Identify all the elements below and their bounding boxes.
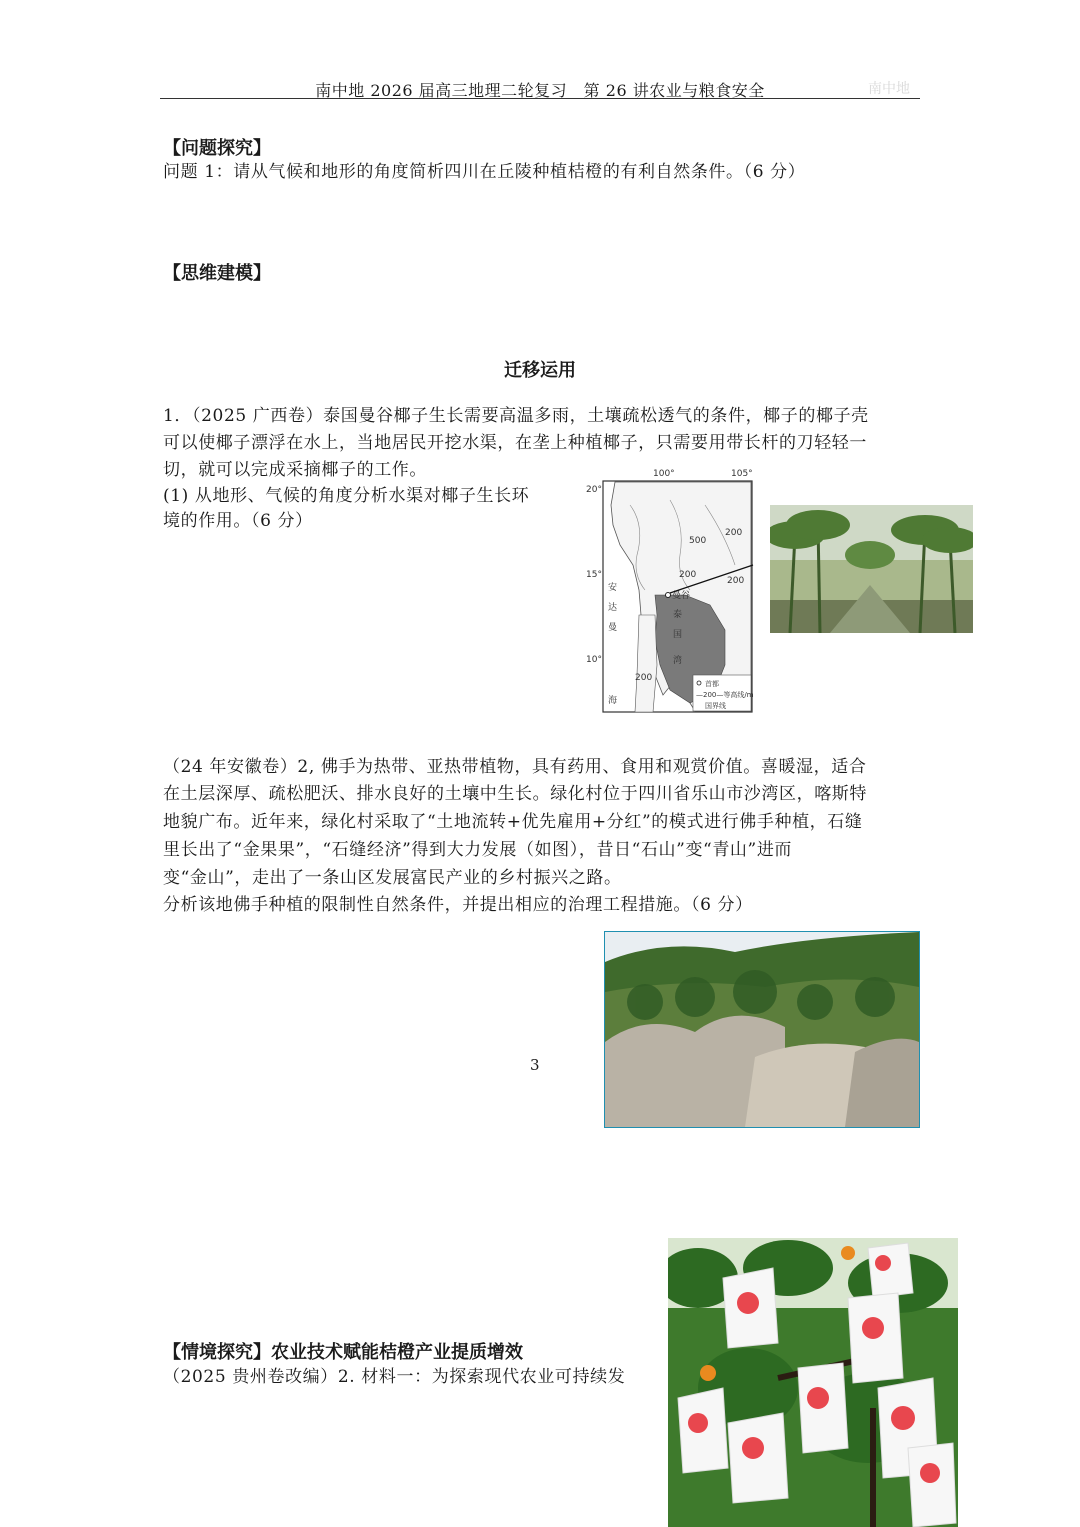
map-gulf-label-3: 湾	[673, 656, 683, 666]
header-stamp: 南中地	[868, 81, 910, 97]
header-divider	[160, 98, 920, 99]
map-bangkok-label: 曼谷	[672, 591, 691, 601]
map-bangkok-marker	[666, 593, 671, 598]
map-contour-label-500: 500	[689, 536, 707, 546]
q1-sub1-line-1: (1) 从地形、气候的角度分析水渠对椰子生长环	[163, 486, 530, 506]
inquiry-question-1: 问题 1：请从气候和地形的角度简析四川在丘陵种植桔橙的有利自然条件。（6 分）	[163, 162, 806, 182]
map-contour-label-200a: 200	[679, 570, 697, 580]
map-legend-capital-icon	[697, 681, 701, 685]
thailand-map	[575, 465, 755, 715]
q2-line-2: 在土层深厚、疏松肥沃、排水良好的土壤中生长。绿化村位于四川省乐山市沙湾区，喀斯特	[163, 784, 867, 804]
map-lat-10: 10°	[586, 655, 602, 665]
coconut-photo	[770, 505, 973, 633]
page-number: 3	[530, 1056, 540, 1074]
map-legend-contour: —200—等高线/m	[696, 691, 754, 699]
q2-line-3: 地貌广布。近年来，绿化村采取了“土地流转+优先雇用+分红”的模式进行佛手种植，石缝	[163, 812, 863, 832]
map-lat-15: 15°	[586, 570, 602, 580]
orange-bag-photo	[668, 1238, 958, 1527]
transfer-title: 迁移运用	[504, 360, 576, 381]
map-contour-label-200b: 200	[725, 528, 743, 538]
map-sea-label-2: 达	[608, 603, 618, 613]
modeling-heading: 【思维建模】	[163, 263, 271, 284]
q1-sub1-line-2: 境的作用。（6 分）	[163, 511, 313, 531]
q1-line-3: 切，就可以完成采摘椰子的工作。	[163, 460, 427, 480]
map-legend-capital: 首都	[705, 680, 719, 688]
map-gulf-label-2: 国	[673, 630, 683, 640]
map-contour-label-200d: 200	[635, 673, 653, 683]
map-lat-20: 20°	[586, 485, 602, 495]
map-contour-label-200c: 200	[727, 576, 745, 586]
map-lon-100: 100°	[653, 469, 675, 479]
map-sea-label-3: 曼	[608, 623, 618, 633]
inquiry-heading: 【问题探究】	[163, 138, 271, 159]
q2-question: 分析该地佛手种植的限制性自然条件，并提出相应的治理工程措施。（6 分）	[163, 895, 753, 915]
map-sea-label-4: 海	[608, 696, 618, 706]
q2-line-1: （24 年安徽卷）2, 佛手为热带、亚热带植物，具有药用、食用和观赏价值。喜暖湿，适合	[163, 757, 867, 777]
map-sea-label-1: 安	[608, 583, 618, 593]
karst-photo	[604, 931, 920, 1128]
map-gulf-label-1: 泰	[673, 610, 683, 620]
context-line-1: （2025 贵州卷改编）2. 材料一：为探索现代农业可持续发	[163, 1367, 626, 1387]
q1-line-1: 1．（2025 广西卷）泰国曼谷椰子生长需要高温多雨，土壤疏松透气的条件，椰子的椰子壳	[163, 406, 869, 426]
context-heading-bracket: 【情境探究】	[163, 1342, 271, 1363]
q2-line-5: 变“金山”，走出了一条山区发展富民产业的乡村振兴之路。	[163, 868, 622, 888]
context-heading-text: 农业技术赋能桔橙产业提质增效	[271, 1342, 523, 1363]
q1-line-2: 可以使椰子漂浮在水上，当地居民开挖水渠，在垄上种植椰子，只需要用带长杆的刀轻轻一	[163, 433, 867, 453]
map-peninsula	[635, 615, 657, 712]
q2-line-4: 里长出了“金果果”，“石缝经济”得到大力发展（如图），昔日“石山”变“青山”进而	[163, 840, 793, 860]
map-lon-105: 105°	[731, 469, 753, 479]
page-header: 南中地 2026 届高三地理二轮复习 第 26 讲农业与粮食安全	[315, 81, 765, 100]
context-heading	[163, 1338, 523, 1364]
map-legend-border: 国界线	[705, 702, 726, 710]
